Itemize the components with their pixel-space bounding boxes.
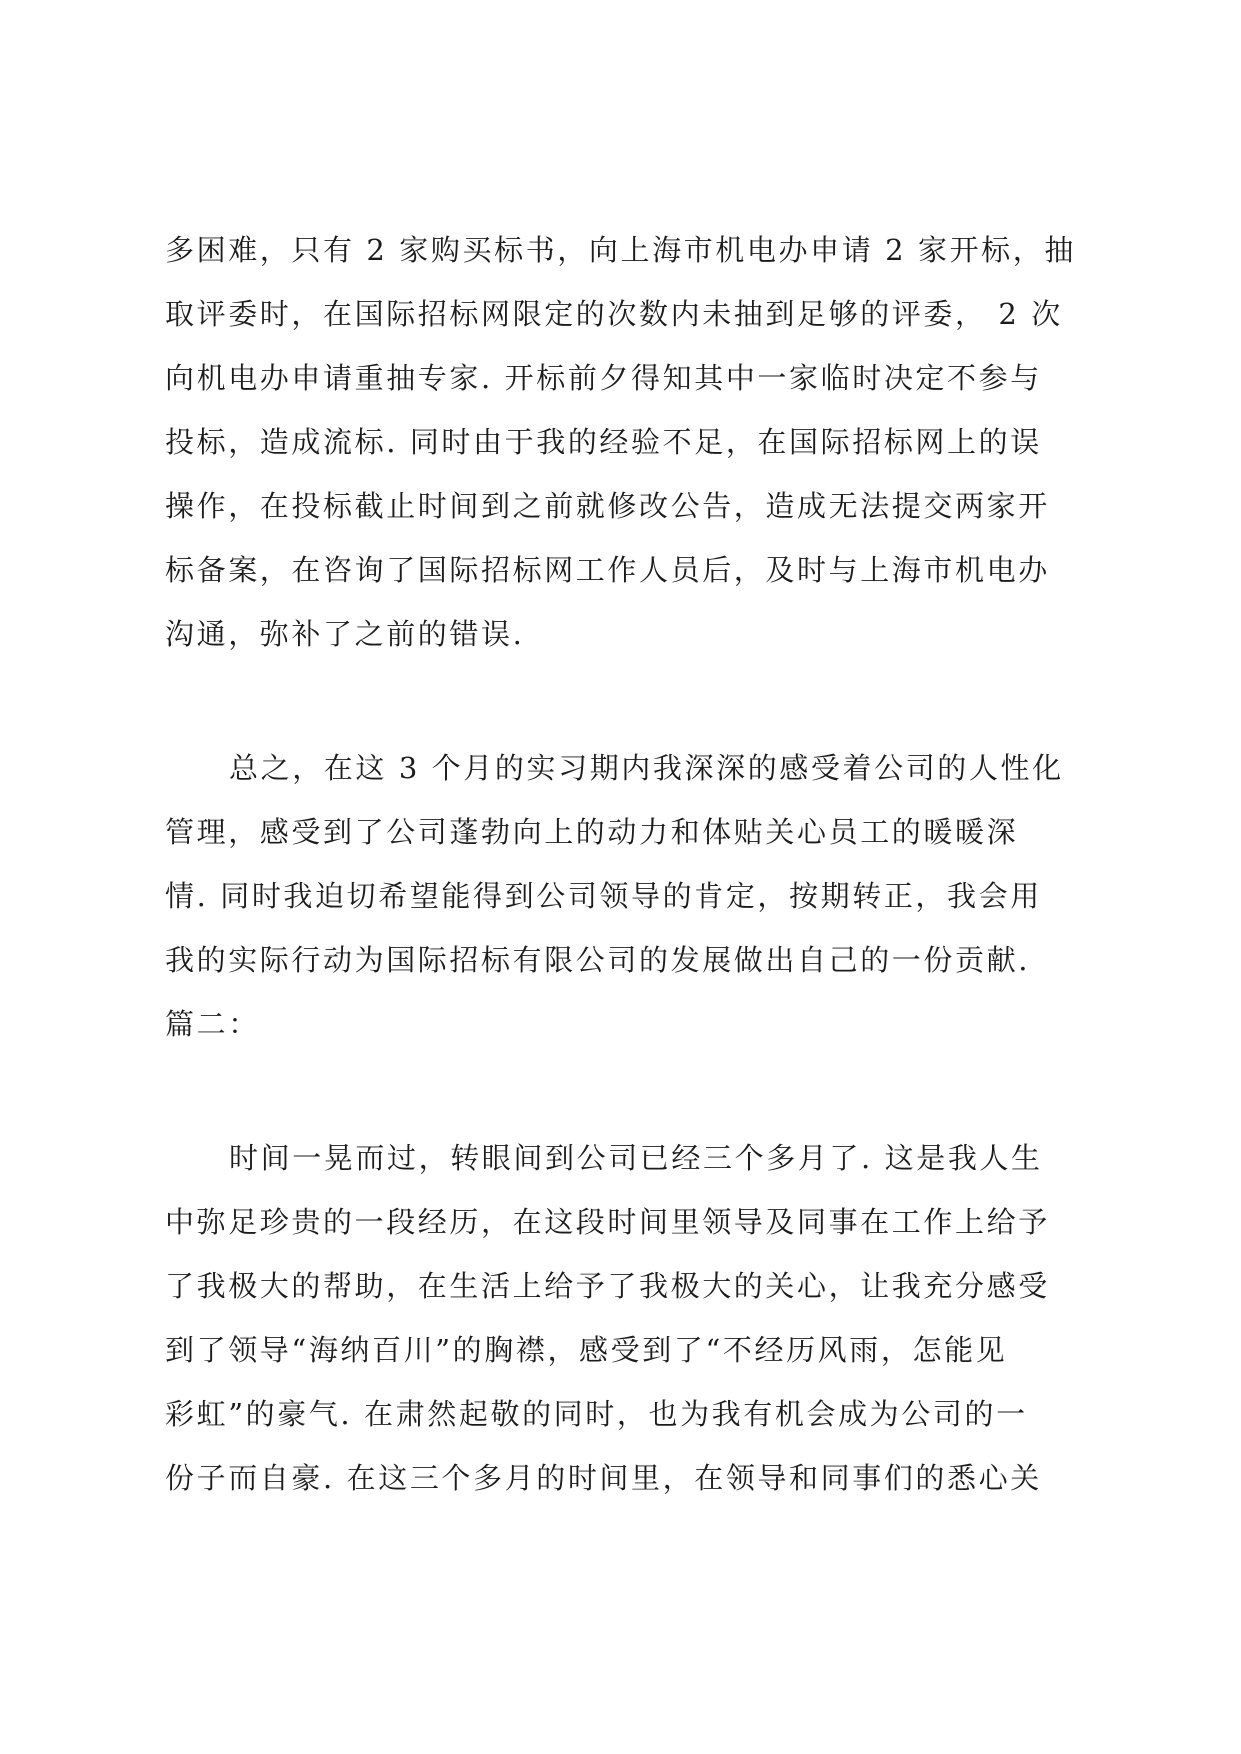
- paragraph-2-line-2: 管理，感受到了公司蓬勃向上的动力和体贴关心员工的暖暖深: [165, 815, 1019, 849]
- paragraph-3-line-6: 份子而自豪. 在这三个多月的时间里，在领导和同事们的悉心关: [165, 1461, 1042, 1495]
- paragraph-1-line-3: 向机电办申请重抽专家. 开标前夕得知其中一家临时决定不参与: [165, 361, 1042, 395]
- paragraph-1-line-2: 取评委时，在国际招标网限定的次数内未抽到足够的评委， 2 次: [165, 297, 1063, 331]
- paragraph-3-line-1: 时间一晃而过，转眼间到公司已经三个多月了. 这是我人生: [229, 1141, 1043, 1175]
- paragraph-1-line-7: 沟通，弥补了之前的错误.: [165, 617, 525, 651]
- paragraph-1-line-4: 投标，造成流标. 同时由于我的经验不足，在国际招标网上的误: [165, 425, 1042, 459]
- paragraph-2-line-3: 情. 同时我迫切希望能得到公司领导的肯定，按期转正，我会用: [165, 879, 1042, 913]
- paragraph-3-line-5: 彩虹”的豪气. 在肃然起敬的同时，也为我有机会成为公司的一: [165, 1397, 1028, 1431]
- section-heading: 篇二：: [165, 1007, 260, 1041]
- paragraph-1-line-5: 操作，在投标截止时间到之前就修改公告，造成无法提交两家开: [165, 489, 1050, 523]
- paragraph-3-line-3: 了我极大的帮助，在生活上给予了我极大的关心，让我充分感受: [165, 1269, 1050, 1303]
- paragraph-2-line-4: 我的实际行动为国际招标有限公司的发展做出自己的一份贡献.: [165, 943, 1031, 977]
- paragraph-1-line-1: 多困难，只有 2 家购买标书，向上海市机电办申请 2 家开标，抽: [165, 233, 1076, 267]
- paragraph-1-line-6: 标备案，在咨询了国际招标网工作人员后，及时与上海市机电办: [165, 553, 1050, 587]
- paragraph-3-line-4: 到了领导“海纳百川”的胸襟，感受到了“不经历风雨，怎能见: [165, 1333, 1008, 1367]
- paragraph-2-line-1: 总之，在这 3 个月的实习期内我深深的感受着公司的人性化: [229, 751, 1064, 785]
- paragraph-3-line-2: 中弥足珍贵的一段经历，在这段时间里领导及同事在工作上给予: [165, 1205, 1050, 1239]
